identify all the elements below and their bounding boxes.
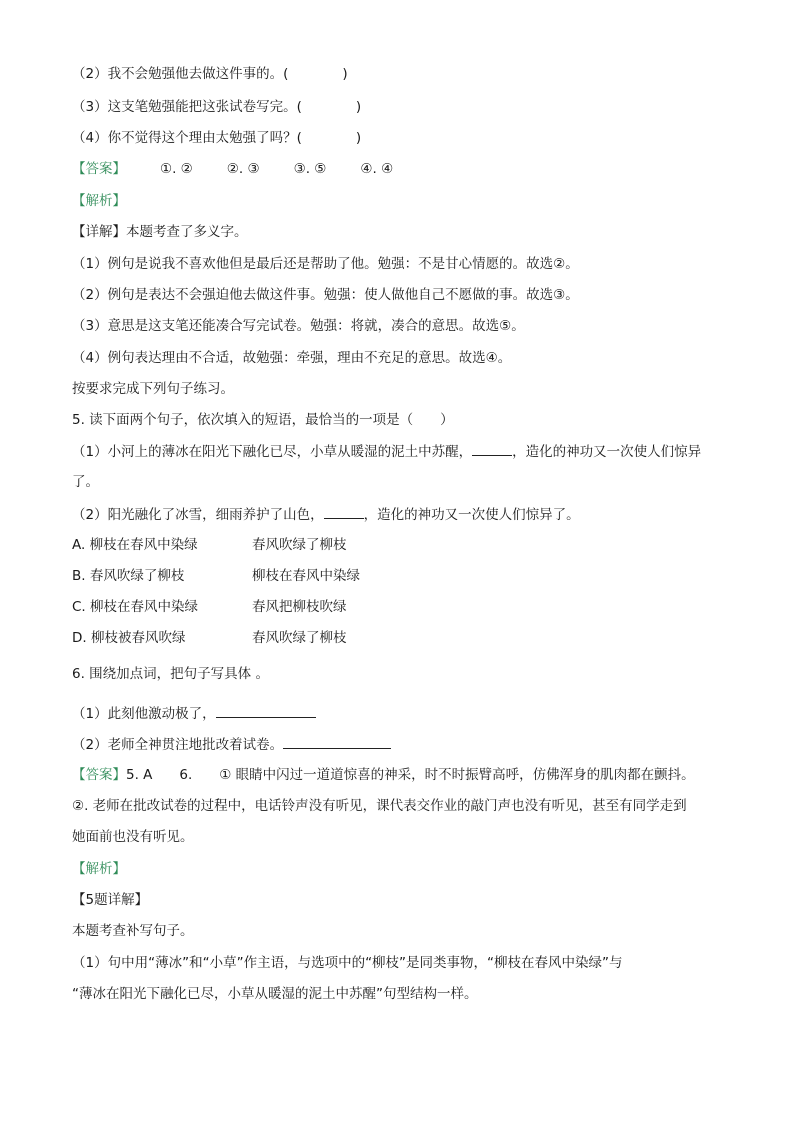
option-a: A. 柳枝在春风中染绿 春风吹绿了柳枝 bbox=[72, 537, 347, 553]
question-5-sentence-1-cont: 了。 bbox=[72, 474, 99, 490]
analysis-label: 【解析】 bbox=[72, 193, 126, 209]
option-b: B. 春风吹绿了柳枝 柳枝在春风中染绿 bbox=[72, 568, 360, 584]
answer-line-2: 【答案】5. A 6. ① 眼睛中闪过一道道惊喜的神采，时不时振臂高呼，仿佛浑身的肌肉都在颤抖。 bbox=[72, 767, 695, 783]
answer-line-1 bbox=[72, 159, 393, 179]
option-d: D. 柳枝被春风吹绿 春风吹绿了柳枝 bbox=[72, 630, 347, 646]
question-6-sentence-2: （2）老师全神贯注地批改着试卷。 bbox=[72, 734, 391, 755]
section-intro: 按要求完成下列句子练习。 bbox=[72, 381, 234, 397]
question-6-sentence-1: （1）此刻他激动极了， bbox=[72, 703, 316, 724]
question-5-sentence-1: （1）小河上的薄冰在阳光下融化已尽，小草从暖湿的泥土中苏醒， ，造化的神功又一次使人们惊异 bbox=[72, 441, 701, 462]
explanation-3: （3）意思是这支笔还能凑合写完试卷。勉强：将就，凑合的意思。故选⑤。 bbox=[72, 318, 525, 334]
question-3: （3）这支笔勉强能把这张试卷写完。( ) bbox=[72, 99, 362, 115]
question-5-stem: 5. 读下面两个句子，依次填入的短语，最恰当的一项是（ ） bbox=[72, 412, 454, 428]
fill-blank bbox=[216, 703, 316, 718]
answer-item: ①. ② bbox=[160, 161, 193, 177]
question-4: （4）你不觉得这个理由太勉强了吗？( ) bbox=[72, 130, 362, 146]
answer-line-2-cont: ②. 老师在批改试卷的过程中，电话铃声没有听见，课代表交作业的敲门声也没有听见，甚至有同学走到 bbox=[72, 798, 687, 814]
answer-label: 【答案】 bbox=[72, 767, 126, 783]
question-6-stem: 6. 围绕加点词，把句子写具体 。 bbox=[72, 666, 269, 682]
explanation-4: （4）例句表达理由不合适，故勉强：牵强，理由不充足的意思。故选④。 bbox=[72, 350, 512, 366]
detail-5-heading: 【5题详解】 bbox=[72, 892, 149, 908]
answer-label: 【答案】 bbox=[72, 161, 126, 177]
explanation-2: （2）例句是表达不会强迫他去做这件事。勉强：使人做他自己不愿做的事。故选③。 bbox=[72, 287, 579, 303]
question-2: （2）我不会勉强他去做这件事的。( ) bbox=[72, 66, 348, 82]
fill-blank bbox=[472, 441, 512, 456]
fill-blank bbox=[324, 504, 364, 519]
detail-5-text-1: （1）句中用“薄冰”和“小草”作主语，与选项中的“柳枝”是同类事物，“柳枝在春风中染绿”与 bbox=[72, 955, 623, 971]
fill-blank bbox=[283, 734, 391, 749]
question-5-sentence-2: （2）阳光融化了冰雪，细雨养护了山色， ，造化的神功又一次使人们惊异了。 bbox=[72, 504, 580, 525]
detail-5-text-2: “薄冰在阳光下融化已尽，小草从暖湿的泥土中苏醒”句型结构一样。 bbox=[72, 986, 478, 1002]
analysis-label: 【解析】 bbox=[72, 861, 126, 877]
answer-line-2-end: 她面前也没有听见。 bbox=[72, 829, 194, 845]
detail-heading: 【详解】本题考查了多义字。 bbox=[72, 224, 248, 240]
answer-item: ②. ③ bbox=[226, 161, 260, 177]
answer-item: ③. ⑤ bbox=[293, 161, 327, 177]
detail-5-intro: 本题考查补写句子。 bbox=[72, 923, 194, 939]
option-c: C. 柳枝在春风中染绿 春风把柳枝吹绿 bbox=[72, 599, 347, 615]
answer-item: ④. ④ bbox=[360, 161, 394, 177]
explanation-1: （1）例句是说我不喜欢他但是最后还是帮助了他。勉强：不是甘心情愿的。故选②。 bbox=[72, 256, 579, 272]
